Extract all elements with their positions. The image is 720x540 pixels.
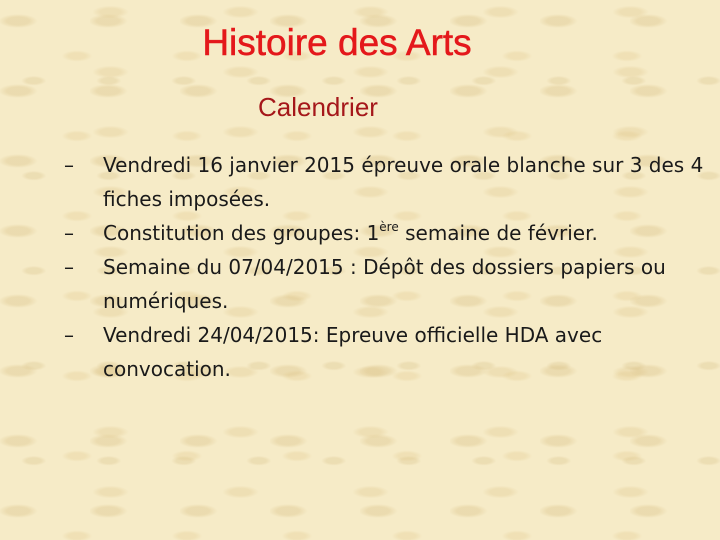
list-item-text-end: semaine de février. [398,221,598,245]
bullet-dash: – [64,255,74,279]
list-item-superscript: ère [379,220,399,234]
list-item [64,216,704,250]
list-item-text-start: Constitution des groupes: 1 [103,221,380,245]
calendar-list [64,148,704,386]
bullet-dash: – [64,153,74,177]
list-item [64,250,704,318]
list-item [64,148,704,216]
slide-subtitle: Calendrier [258,92,378,122]
list-item-text: Vendredi 16 janvier 2015 épreuve orale blanche sur 3 des 4 fiches imposées. [103,153,704,211]
slide-title: Histoire des Arts [202,22,472,63]
bullet-dash: – [64,323,74,347]
list-item [64,318,704,386]
list-item-text: Vendredi 24/04/2015: Epreuve officielle HDA avec convocation. [103,323,603,381]
list-item-text: Semaine du 07/04/2015 : Dépôt des dossiers papiers ou numériques. [103,255,666,313]
bullet-dash: – [64,221,74,245]
